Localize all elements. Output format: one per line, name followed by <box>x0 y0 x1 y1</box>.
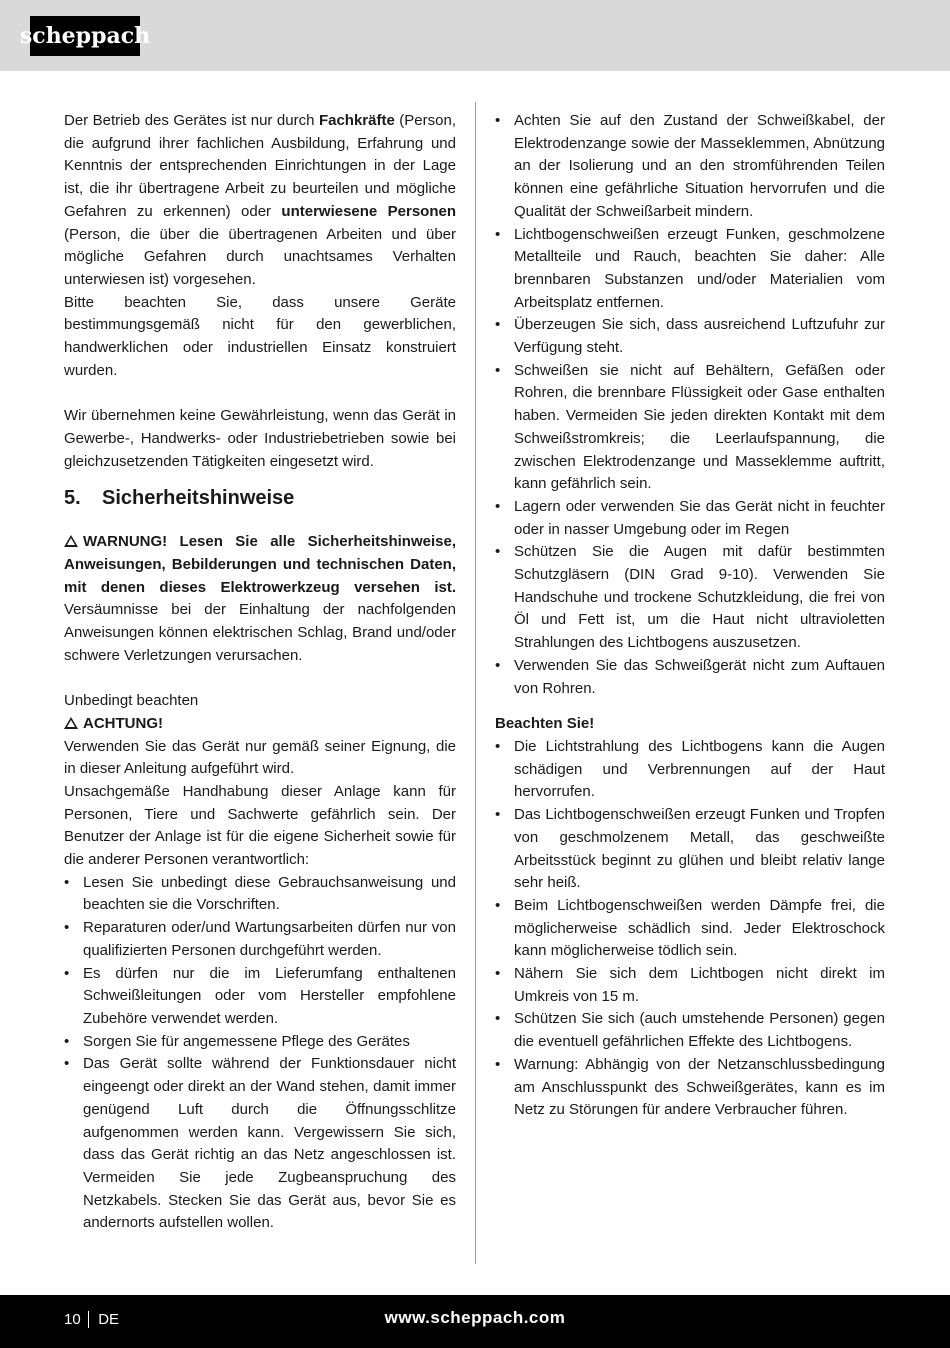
list-item: • Reparaturen oder/und Wartungsarbeiten dürfen nur von qualifizierten Personen durchgeführt werden. <box>64 917 456 962</box>
list-item: • Das Gerät sollte während der Funktionsdauer nicht eingeengt oder direkt an der Wand stehen, damit immer genügend Luft durch die Öffnungsschlitze aufgenommen werden kann. Vergewissern Sie sich, dass das Gerät richtig an das Netz angeschlossen ist. Vermeiden Sie jede Zugbeanspruchung des Netzkabels. Stecken Sie das Gerät aus, bevor Sie es andernorts aufstellen wollen. <box>64 1053 456 1235</box>
header-bar <box>0 0 950 71</box>
footer-bar <box>0 1295 950 1348</box>
list-item: • Lichtbogenschweißen erzeugt Funken, geschmolzene Metallteile und Rauch, beachten Sie daher: Alle brennbaren Substanzen und/oder Materialien vom Arbeitsplatz entfernen. <box>495 224 885 315</box>
right-column <box>495 110 885 1122</box>
section-heading <box>64 485 456 511</box>
column-divider <box>475 102 476 1264</box>
left-column <box>64 110 456 1235</box>
list-item: • Schützen Sie sich (auch umstehende Personen) gegen die eventuell gefährlichen Effekte des Lichtbogens. <box>495 1008 885 1053</box>
unbedingt-label: Unbedingt beachten <box>64 692 199 710</box>
list-item: • Schweißen sie nicht auf Behältern, Gefäßen oder Rohren, die brennbare Flüssigkeit oder Gase enthalten haben. Vermeiden Sie jeden direkten Kontakt mit dem Schweißstromkreis; die Leerlaufspannung, die zwischen Elektrodenzange und Masseklemme auftritt, kann gefährlich sein. <box>495 360 885 496</box>
left-bullet-list <box>64 872 456 1235</box>
page-number: 10 <box>64 1311 81 1328</box>
beachten-heading: Beachten Sie! <box>495 715 595 733</box>
section-title: Sicherheitshinweise <box>102 487 295 510</box>
list-item: • Nähern Sie sich dem Lichtbogen nicht direkt im Umkreis von 15 m. <box>495 963 885 1008</box>
warning-triangle-icon <box>64 717 78 729</box>
list-item: • Warnung: Abhängig von der Netzanschlussbedingung am Anschlusspunkt des Schweißgerätes, kann es im Netz zu Störungen für andere Verbraucher führen. <box>495 1054 885 1122</box>
website-link[interactable]: www.scheppach.com <box>384 1308 566 1327</box>
warning-paragraph: WARNUNG! Lesen Sie alle Sicherheitshinweise, Anweisungen, Bebilderungen und technischen Daten, mit denen dieses Elektrowerkzeug versehen ist. Versäumnisse bei der Einhaltung der nachfolgenden Anweisungen können elektrischen Schlag, Brand und/oder schwere Verletzungen verursachen. <box>64 533 456 664</box>
warranty-paragraph: Wir übernehmen keine Gewährleistung, wenn das Gerät in Gewerbe-, Handwerks- oder Industriebetrieben sowie bei gleichzusetzenden Tätigkeiten eingesetzt wird. <box>64 407 456 470</box>
list-item: • Es dürfen nur die im Lieferumfang enthaltenen Schweißleitungen oder vom Hersteller empfohlene Zubehöre verwendet werden. <box>64 963 456 1031</box>
intro-paragraph: Der Betrieb des Gerätes ist nur durch Fachkräfte (Person, die aufgrund ihrer fachlichen Ausbildung, Erfahrung und Kenntnis der entsprechenden Einrichtungen in der Lage ist, die ihr übertragene Arbeit zu beurteilen und mögliche Gefahren zu erkennen) oder unterwiesene Personen (Person, die über die übertragenen Arbeiten und über mögliche Gefahren durch unachtsames Verhalten unterwiesen ist) vorgesehen. <box>64 112 456 288</box>
brand-logo-text: scheppach <box>19 23 151 49</box>
beachten-bullet-list <box>495 736 885 1122</box>
list-item: • Überzeugen Sie sich, dass ausreichend Luftzufuhr zur Verfügung steht. <box>495 314 885 359</box>
section-number: 5. <box>64 487 81 510</box>
list-item: • Das Lichtbogenschweißen erzeugt Funken und Tropfen von geschmolzenem Metall, das geschweißte Arbeitsstück beginnt zu glühen und bleibt relativ lange sehr heiß. <box>495 804 885 895</box>
list-item: • Verwenden Sie das Schweißgerät nicht zum Auftauen von Rohren. <box>495 655 885 700</box>
usage-paragraph: Bitte beachten Sie, dass unsere Geräte bestimmungsgemäß nicht für den gewerblichen, handwerklichen oder industriellen Einsatz konstruiert wurden. <box>64 293 456 379</box>
achtung-label: ACHTUNG! <box>64 713 456 736</box>
list-item: • Die Lichtstrahlung des Lichtbogens kann die Augen schädigen und Verbrennungen auf der Haut hervorrufen. <box>495 736 885 804</box>
warning-triangle-icon <box>64 535 78 547</box>
suitability-paragraph: Verwenden Sie das Gerät nur gemäß seiner Eignung, die in dieser Anleitung aufgeführt wird. <box>64 737 456 778</box>
list-item: • Sorgen Sie für angemessene Pflege des Gerätes <box>64 1031 456 1054</box>
list-item: • Lesen Sie unbedingt diese Gebrauchsanweisung und beachten sie die Vorschriften. <box>64 872 456 917</box>
handling-paragraph: Unsachgemäße Handhabung dieser Anlage kann für Personen, Tiere und Sachwerte gefährlich sein. Der Benutzer der Anlage ist für die eigene Sicherheit sowie für die anderer Personen verantwortlich: <box>64 782 456 869</box>
list-item: • Schützen Sie die Augen mit dafür bestimmten Schutzgläsern (DIN Grad 9-10). Verwenden Sie Handschuhe und trockene Schutzkleidung, die frei von Öl und Fett ist, um die Haut nicht ultravioletten Strahlungen des Lichtbogens auszusetzen. <box>495 541 885 655</box>
list-item: • Beim Lichtbogenschweißen werden Dämpfe frei, die möglicherweise schädlich sind. Jeder Elektroschock kann möglicherweise tödlich sein. <box>495 895 885 963</box>
brand-logo <box>19 16 151 56</box>
list-item: • Lagern oder verwenden Sie das Gerät nicht in feuchter oder in nasser Umgebung oder im Regen <box>495 496 885 541</box>
list-item: • Achten Sie auf den Zustand der Schweißkabel, der Elektrodenzange sowie der Masseklemmen, Abnützung an der Isolierung und an den stromführenden Teilen können eine gefährliche Situation hervorrufen und die Qualität der Schweißarbeit mindern. <box>495 110 885 224</box>
language-code: DE <box>98 1311 120 1328</box>
right-bullet-list <box>495 110 885 700</box>
